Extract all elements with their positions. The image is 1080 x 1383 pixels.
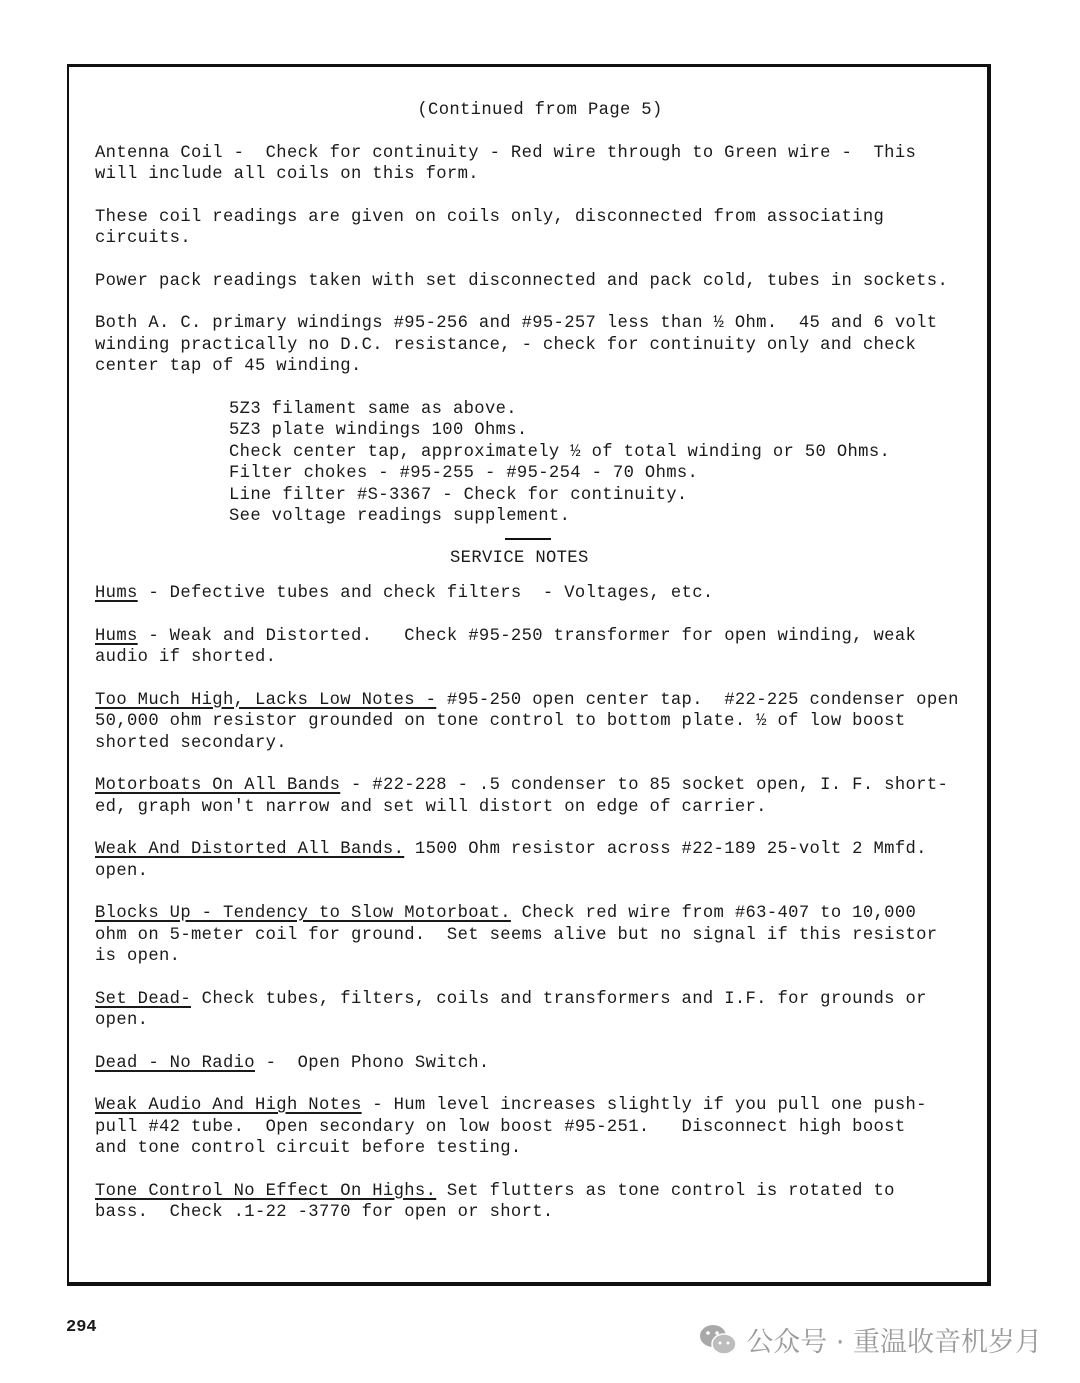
intro-line: winding practically no D.C. resistance, - check for continuity only and check [95,335,917,355]
note-line: pull #42 tube. Open secondary on low boost #95-251. Disconnect high boost [95,1117,906,1137]
paragraph-gap [95,1160,985,1181]
note-text: Check red wire from #63-407 to 10,000 [510,904,917,923]
paragraph-gap [95,968,985,989]
note-text: - Weak and Distorted. Check #95-250 transformer for open winding, weak [137,626,917,646]
continued-header: (Continued from Page 5) [417,101,663,120]
note-line [95,1181,985,1203]
indented-line: Check center tap, approximately ½ of total winding or 50 Ohms. [229,442,891,462]
indented-list [95,399,985,528]
service-note [95,989,985,1032]
note-line [95,775,985,797]
note-line: open. [95,861,149,881]
note-heading: Weak And Distorted All Bands. [95,840,405,859]
intro-line: These coil readings are given on coils only, disconnected from associating [95,207,885,227]
indented-line: 5Z3 filament same as above. [229,399,517,419]
note-line: bass. Check .1-22 -3770 for open or short. [95,1203,554,1222]
service-note [95,626,985,669]
service-note [95,690,985,755]
paragraph-gap [95,378,985,399]
intro-line: center tap of 45 winding. [95,357,362,376]
watermark-text: 公众号 · 重温收音机岁月 [746,1327,1042,1358]
note-line: ed, graph won't narrow and set will distort on edge of carrier. [95,797,767,817]
paragraph-gap [95,1074,985,1095]
paragraph-gap [95,882,985,903]
wechat-icon [698,1322,738,1358]
note-line: 50,000 ohm resistor grounded on tone control to bottom plate. ½ of low boost [95,712,906,731]
note-line: and tone control circuit before testing. [95,1139,522,1158]
note-line [95,1095,985,1117]
section-title: SERVICE NOTES [450,548,589,568]
paragraph-gap [95,818,985,839]
page-number: 294 [66,1318,97,1337]
note-text: - Hum level increases slightly if you pull one push- [361,1096,927,1115]
note-heading: Tone Control No Effect On Highs. [95,1181,437,1201]
intro-line: Antenna Coil - Check for continuity - Red wire through to Green wire - This [95,143,917,163]
intro-paragraphs [95,143,985,399]
note-heading: Set Dead- [95,989,191,1009]
note-line [95,903,985,925]
note-line: is open. [95,947,181,966]
intro-line: circuits. [95,229,191,248]
note-line [95,1053,985,1075]
note-heading: Hums [95,626,138,646]
note-text: - Defective tubes and check filters - Voltages, etc. [137,584,714,603]
indented-line: 5Z3 plate windings 100 Ohms. [229,421,528,440]
note-text: - #22-228 - .5 condenser to 85 socket open, I. F. short- [340,776,949,795]
note-heading: Weak Audio And High Notes [95,1096,362,1115]
note-line: audio if shorted. [95,648,277,667]
document-body [95,100,985,1224]
note-line [95,626,985,648]
paragraph-gap [95,186,985,207]
intro-line: will include all coils on this form. [95,165,479,184]
note-text: #95-250 open center tap. #22-225 condenser open [436,690,959,710]
service-notes [95,583,985,1224]
note-text: - Open Phono Switch. [254,1053,490,1073]
note-line [95,989,985,1011]
service-note [95,775,985,818]
service-note [95,839,985,882]
paragraph-gap [95,754,985,775]
note-line [95,690,985,712]
note-line: ohm on 5-meter coil for ground. Set seems alive but no signal if this resistor [95,925,938,945]
service-note [95,583,985,605]
note-heading: Motorboats On All Bands [95,776,341,795]
note-heading: Hums [95,584,138,603]
note-line [95,839,985,861]
service-note [95,1053,985,1075]
note-line [95,583,985,605]
note-text: 1500 Ohm resistor across #22-189 25-volt 2 Mmfd. [404,840,927,859]
note-line: open. [95,1011,149,1030]
service-note [95,1095,985,1160]
paragraph-gap [95,605,985,626]
indented-line: Filter chokes - #95-255 - #95-254 - 70 Ohms. [229,464,699,483]
paragraph-gap [95,292,985,313]
section-divider [505,538,551,540]
note-text: Check tubes, filters, coils and transformers and I.F. for grounds or [190,989,927,1009]
paragraph-gap [95,669,985,690]
note-heading: Too Much High, Lacks Low Notes - [95,690,437,710]
intro-line: Power pack readings taken with set disconnected and pack cold, tubes in sockets. [95,271,949,291]
note-heading: Blocks Up - Tendency to Slow Motorboat. [95,904,511,923]
note-text: Set flutters as tone control is rotated to [436,1181,895,1201]
note-heading: Dead - No Radio [95,1053,255,1073]
indented-line: Line filter #S-3367 - Check for continuity. [229,485,688,505]
note-line: shorted secondary. [95,733,287,753]
service-note [95,903,985,968]
paragraph-gap [95,250,985,271]
watermark [698,1320,1042,1359]
service-note [95,1181,985,1224]
paragraph-gap [95,1032,985,1053]
intro-line: Both A. C. primary windings #95-256 and #95-257 less than ½ Ohm. 45 and 6 volt [95,314,938,333]
indented-line: See voltage readings supplement. [229,507,571,526]
